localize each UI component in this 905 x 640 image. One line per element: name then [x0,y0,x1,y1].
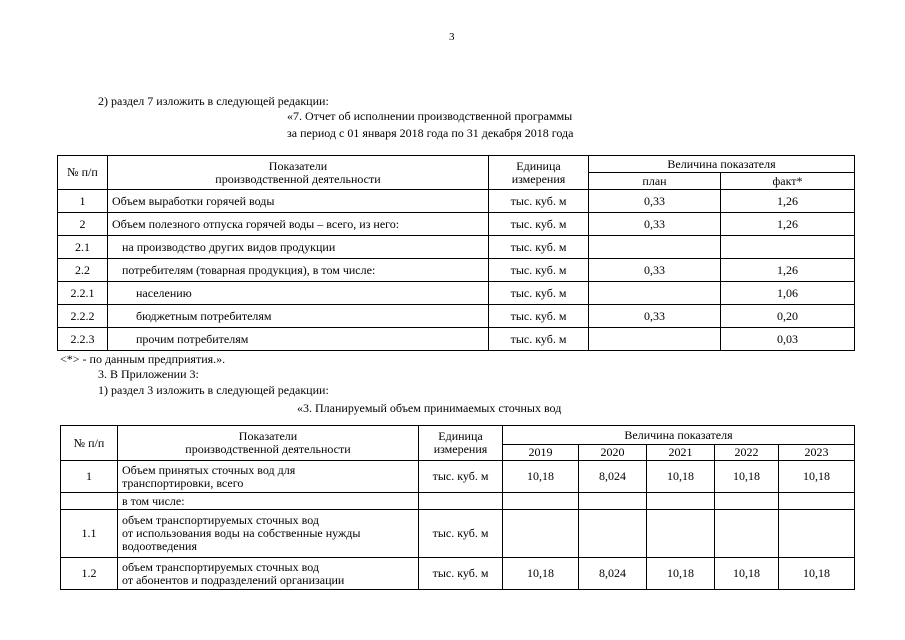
row-name: на производство других видов продукции [108,236,489,259]
row-plan: 0,33 [589,305,721,328]
header-indicator-line2: производственной деятельности [185,442,351,456]
header-unit-line1: Единица [438,429,483,443]
row-value: 10,18 [503,461,579,493]
row-fact: 0,20 [721,305,855,328]
header-plan: план [589,173,721,190]
row-name: бюджетным потребителям [108,305,489,328]
row-name: в том числе: [118,493,419,510]
row-unit: тыс. куб. м [489,259,589,282]
table-row [58,282,855,305]
row-name-line3: водоотведения [122,539,197,553]
table-row [58,236,855,259]
row-num [61,493,118,510]
row-plan: 0,33 [589,213,721,236]
row-name: Объем полезного отпуска горячей воды – всего, из него: [108,213,489,236]
section-intro-2: 1) раздел 3 изложить в следующей редакции: [98,383,329,397]
row-fact: 1,26 [721,213,855,236]
row-num: 2.2.3 [58,328,108,351]
appendix-paragraph: 3. В Приложении 3: [98,367,199,381]
row-num: 2.2.2 [58,305,108,328]
table-row [61,510,855,558]
row-value [579,510,647,558]
header-value-group: Величина показателя [589,156,855,173]
header-year: 2022 [715,445,779,461]
row-value: 10,18 [647,461,715,493]
header-value-group: Величина показателя [503,426,855,445]
row-name-line1: объем транспортируемых сточных вод [122,559,319,574]
row-name-line2: от использования воды на собственные нужды [122,526,361,540]
header-year: 2020 [579,445,647,461]
header-num: № п/п [58,156,108,190]
row-fact: 1,26 [721,259,855,282]
table-row [58,328,855,351]
row-unit: тыс. куб. м [489,282,589,305]
table1-title-line1: «7. Отчет об исполнении производственной программы [287,109,573,123]
table-row [58,213,855,236]
header-year: 2021 [647,445,715,461]
header-fact: факт* [721,173,855,190]
row-value: 8,024 [579,461,647,493]
footnote: <*> - по данным предприятия.». [60,352,226,366]
section-intro: 2) раздел 7 изложить в следующей редакции: [98,94,329,108]
row-num: 2 [58,213,108,236]
table-row [61,461,855,493]
row-plan: 0,33 [589,190,721,213]
row-num: 2.2 [58,259,108,282]
row-name [118,558,419,590]
wastewater-volume-table [60,425,855,590]
table-row [58,259,855,282]
row-value [503,493,579,510]
header-num: № п/п [61,426,118,461]
row-value [779,493,855,510]
row-name-line2: от абонентов и подразделений организации [122,572,345,587]
row-value: 10,18 [715,558,779,590]
row-plan [589,236,721,259]
row-value [503,510,579,558]
row-value [647,493,715,510]
header-indicator-line1: Показатели [268,158,328,173]
row-unit: тыс. куб. м [489,236,589,259]
row-num: 1.2 [61,558,118,590]
header-unit-line1: Единица [516,158,561,173]
row-value [715,510,779,558]
row-num: 1 [61,461,118,493]
row-unit: тыс. куб. м [489,305,589,328]
header-indicator-line1: Показатели [238,429,298,443]
row-name-line1: объем транспортируемых сточных вод [122,513,319,527]
row-value: 10,18 [647,558,715,590]
row-fact: 1,26 [721,190,855,213]
row-value [647,510,715,558]
row-num: 1 [58,190,108,213]
row-name [118,510,419,558]
row-unit: тыс. куб. м [419,461,503,493]
header-unit [419,426,503,461]
row-value: 10,18 [503,558,579,590]
row-plan: 0,33 [589,259,721,282]
row-value: 10,18 [779,461,855,493]
header-indicator [108,156,489,190]
header-indicator [118,426,419,461]
row-name-line2: транспортировки, всего [122,475,244,490]
row-value: 8,024 [579,558,647,590]
row-unit [419,493,503,510]
row-num: 2.2.1 [58,282,108,305]
table-row [58,305,855,328]
row-fact [721,236,855,259]
table-row [61,493,855,510]
table2-title: «3. Планируемый объем принимаемых сточных вод [297,401,562,415]
row-name: Объем выработки горячей воды [108,190,489,213]
table-row [58,190,855,213]
row-unit: тыс. куб. м [419,558,503,590]
row-unit: тыс. куб. м [489,190,589,213]
page-number: 3 [449,31,455,43]
header-year: 2019 [503,445,579,461]
row-fact: 1,06 [721,282,855,305]
row-value: 10,18 [779,558,855,590]
header-year: 2023 [779,445,855,461]
row-unit: тыс. куб. м [419,510,503,558]
row-fact: 0,03 [721,328,855,351]
row-name: прочим потребителям [108,328,489,351]
row-value [579,493,647,510]
row-num: 2.1 [58,236,108,259]
row-unit: тыс. куб. м [489,213,589,236]
row-name: потребителям (товарная продукция), в том числе: [108,259,489,282]
row-value: 10,18 [715,461,779,493]
row-plan [589,328,721,351]
table1-title-line2: за период с 01 января 2018 года по 31 декабря 2018 года [287,126,574,140]
row-name [118,461,419,493]
row-plan [589,282,721,305]
row-name-line1: Объем принятых сточных вод для [122,462,296,477]
row-name: населению [108,282,489,305]
header-unit-line2: измерения [511,171,566,186]
table-row [61,558,855,590]
header-unit-line2: измерения [433,442,488,456]
row-value [715,493,779,510]
row-num: 1.1 [61,510,118,558]
header-unit [489,156,589,190]
row-unit: тыс. куб. м [489,328,589,351]
row-value [779,510,855,558]
header-indicator-line2: производственной деятельности [215,171,381,186]
execution-report-table [57,155,855,351]
